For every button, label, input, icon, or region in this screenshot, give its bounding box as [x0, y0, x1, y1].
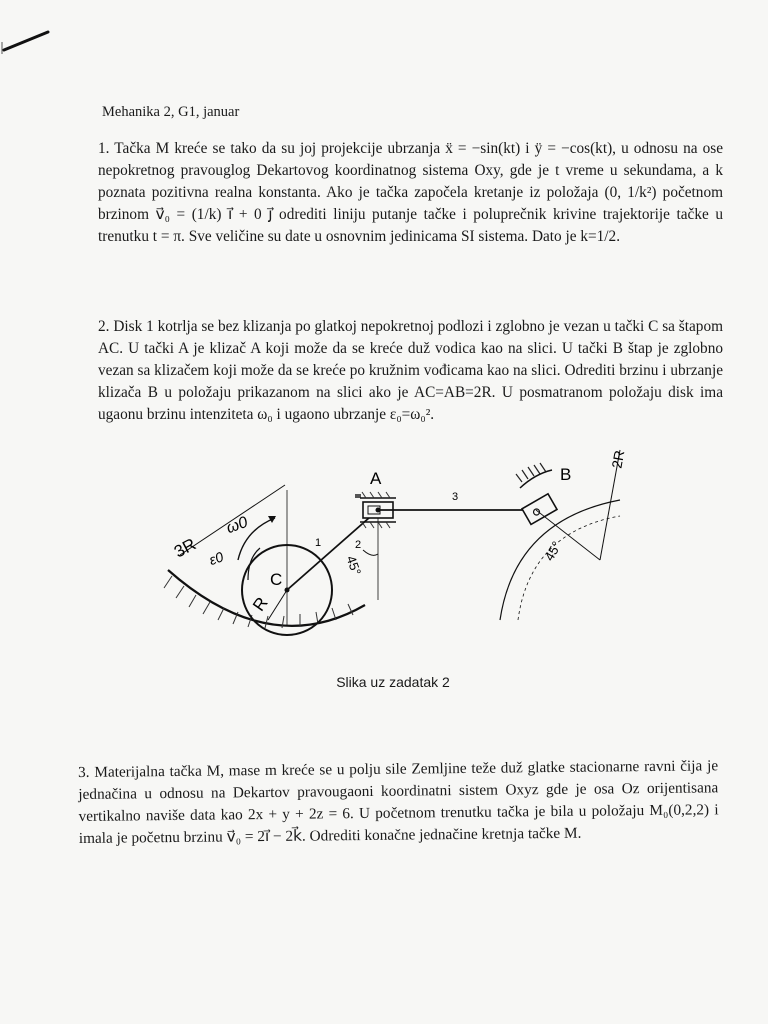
label-b: B — [560, 465, 572, 484]
problem-3-text: 3. Materijalna tačka M, mase m kreće se u polju sile Zemljine teže duž glatke stacionarne ravni čija je jednačina u odnosu na Dekartov pravougaoni koordinatni sistem Oxyz gde je osa Oz orijentisana vertikalno naviše data kao 2x + y + 2z = 6. U početnom trenutku tačka je bila u položaju M₀(0,2,2) i imala je početnu brzinu v⃗₀ = 2i⃗ − 2k⃗. Odrediti konačne jednačine kretnja tačke M. — [78, 757, 719, 847]
label-a: A — [370, 469, 382, 488]
problem-1-text: 1. Tačka M kreće se tako da su joj projekcije ubrzanja ẍ = −sin(kt) i ÿ = −cos(kt), u odnosu na ose nepokretnog pravouglog Dekartovog koordinatnog sistema Oxy, gde je t vreme u sekundama, a k poznata pozitivna realna konstanta. Ako je tačka započela kretanje iz položaja (0, 1/k²) početnom brzinom v⃗₀ = (1/k) i⃗ + 0 j⃗ odrediti liniju putanje tačke i poluprečnik krivine trajektorije tačke u trenutku t = π. Sve veličine su date u osnovnim jedinicama SI sistema. Dato je k=1/2. — [98, 140, 723, 245]
pen-stroke-mark — [0, 20, 60, 60]
mechanism-figure — [150, 430, 650, 640]
figure-caption: Slika uz zadatak 2 — [336, 674, 450, 690]
exam-header: Mehanika 2, G1, januar — [102, 104, 240, 120]
label-45-right: 45° — [541, 538, 565, 564]
label-c: C — [270, 570, 283, 589]
circular-guide-b — [500, 463, 620, 620]
label-3r: 3R — [170, 534, 200, 562]
slider-b — [522, 494, 557, 525]
label-2r: 2R — [608, 449, 628, 470]
label-epsilon0: ε0 — [206, 548, 226, 569]
label-omega0: ω0 — [224, 513, 251, 538]
label-2: 2 — [355, 539, 362, 551]
label-3: 3 — [452, 491, 459, 503]
ground-arc — [164, 570, 365, 628]
epsilon-arrow — [248, 548, 260, 580]
label-r: R — [249, 593, 272, 615]
label-45-left: 45° — [343, 553, 365, 578]
label-1: 1 — [315, 537, 322, 549]
problem-2-text: 2. Disk 1 kotrlja se bez klizanja po glatkoj nepokretnoj podlozi i zglobno je vezan u tački C sa štapom AC. U tački A je klizač A koji može da se kreće duž vodica kao na slici. U tački B štap je zglobno vezan sa klizačem koji može da se kreće po kružnim vođicama kao na slici. Odrediti brzinu i ubrzanje klizača B u položaju prikazanom na slici ako je AC=AB=2R. U posmatranom položaju disk ima ugaonu brzinu intenziteta ω₀ i ugaono ubrzanje ε₀=ω₀². — [98, 318, 723, 423]
